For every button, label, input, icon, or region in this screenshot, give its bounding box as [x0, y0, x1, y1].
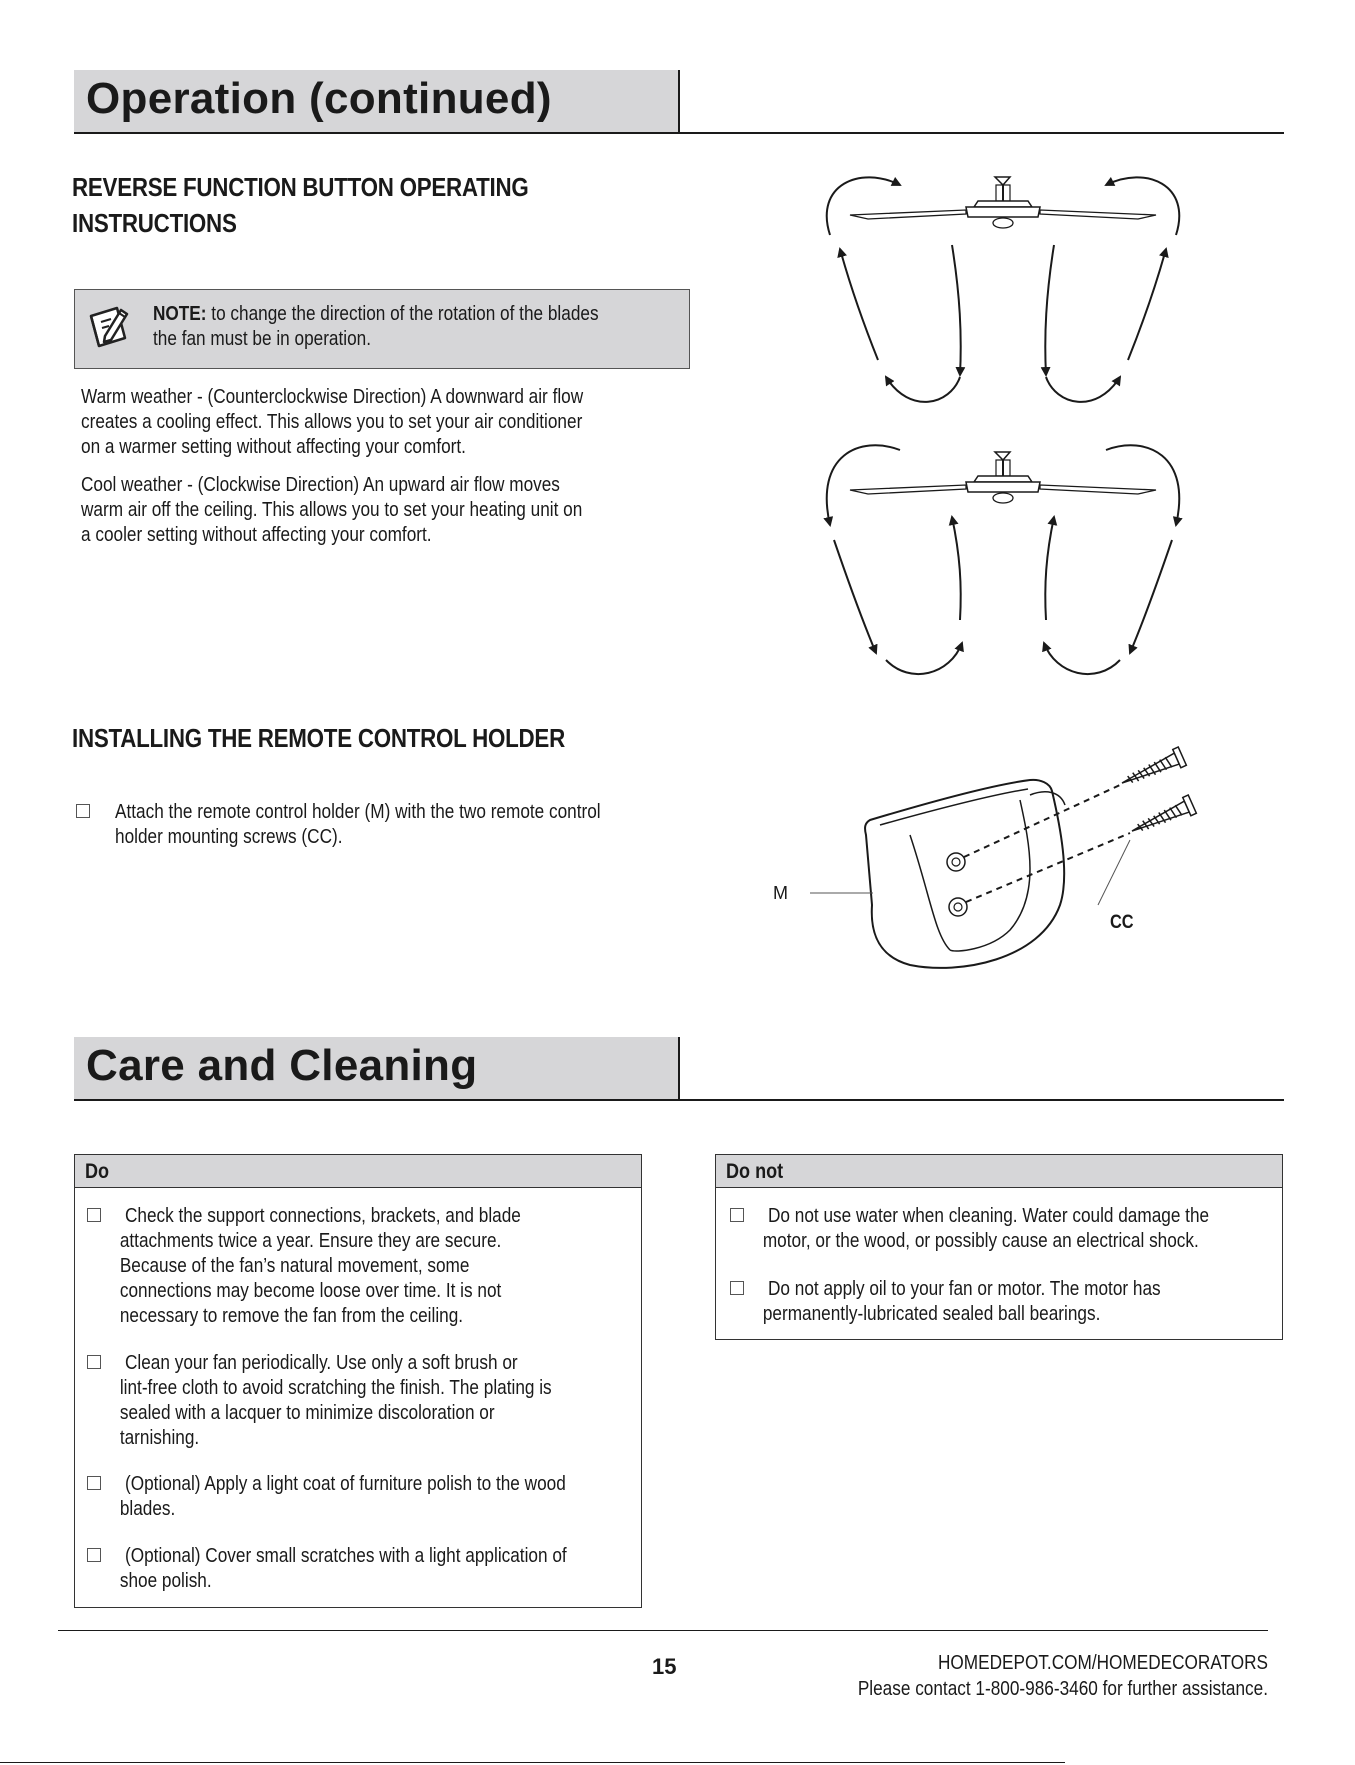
care-section-header	[74, 1037, 680, 1099]
do-item-line: attachments twice a year. Ensure they are secure.	[119, 1230, 502, 1252]
do-table	[74, 1154, 642, 1608]
donot-checkbox	[730, 1281, 744, 1295]
do-item-line: blades.	[119, 1498, 176, 1520]
remote-step-line: holder mounting screws (CC).	[115, 826, 343, 848]
do-table-header	[75, 1155, 641, 1188]
reverse-title-line: REVERSE FUNCTION BUTTON OPERATING	[72, 172, 529, 202]
remote-holder-title: INSTALLING THE REMOTE CONTROL HOLDER	[72, 723, 565, 753]
remote-step-line: Attach the remote control holder (M) with the two remote control	[115, 801, 601, 823]
operation-header-title: Operation (continued)	[86, 74, 552, 123]
donot-item-line: motor, or the wood, or possibly cause an electrical shock.	[762, 1230, 1199, 1252]
care-header-title: Care and Cleaning	[86, 1041, 478, 1090]
warm-weather-paragraph	[81, 385, 583, 460]
do-item-line: sealed with a lacquer to minimize discoloration or	[119, 1402, 495, 1424]
cool-line: a cooler setting without affecting your comfort.	[81, 524, 432, 546]
label-cc: CC	[1110, 912, 1134, 933]
note-box	[74, 289, 690, 369]
do-checkbox	[87, 1548, 101, 1562]
reverse-title-line: INSTRUCTIONS	[72, 208, 237, 238]
do-item-line: lint-free cloth to avoid scratching the finish. The plating is	[119, 1377, 552, 1399]
do-item-line: Because of the fan’s natural movement, some	[119, 1255, 470, 1277]
cool-weather-paragraph	[81, 473, 582, 548]
donot-item-line: permanently-lubricated sealed ball bearings.	[762, 1303, 1101, 1325]
step-checkbox	[76, 804, 90, 818]
do-item-line: tarnishing.	[119, 1427, 200, 1449]
warm-line: Warm weather - (Counterclockwise Direction) A downward air flow	[81, 386, 584, 408]
donot-checkbox	[730, 1208, 744, 1222]
donot-item-line: Do not apply oil to your fan or motor. The motor has	[768, 1278, 1161, 1300]
page-bottom-rule	[0, 1762, 1065, 1763]
reverse-function-title	[72, 169, 529, 241]
do-item-line: Check the support connections, brackets, and blade	[125, 1205, 521, 1227]
do-item-line: shoe polish.	[119, 1570, 212, 1592]
do-item-line: Clean your fan periodically. Use only a soft brush or	[125, 1352, 518, 1374]
do-item-line: (Optional) Apply a light coat of furniture polish to the wood	[125, 1473, 566, 1495]
do-checkbox	[87, 1355, 101, 1369]
warm-line: creates a cooling effect. This allows you to set your air conditioner	[81, 411, 583, 433]
do-checkbox	[87, 1208, 101, 1222]
do-item-line: necessary to remove the fan from the ceiling.	[119, 1305, 464, 1327]
warm-line: on a warmer setting without affecting your comfort.	[81, 436, 466, 458]
page-number: 15	[652, 1654, 677, 1679]
label-m: M	[773, 883, 788, 903]
note-text-line: the fan must be in operation.	[153, 328, 372, 350]
screw-upper	[1118, 747, 1186, 792]
fan-clockwise	[827, 445, 1180, 674]
note-pencil-icon	[87, 302, 131, 354]
note-label: NOTE:	[153, 303, 207, 325]
note-text	[153, 302, 599, 352]
footer-contact: Please contact 1-800-986-3460 for further assistance.	[857, 1678, 1268, 1700]
fan-airflow-diagram	[800, 155, 1200, 685]
donot-title: Do not	[726, 1160, 784, 1183]
screw-lower	[1128, 795, 1196, 840]
do-item-line: (Optional) Cover small scratches with a light application of	[125, 1545, 567, 1567]
care-header-rule	[74, 1099, 1284, 1101]
footer-website: HOMEDEPOT.COM/HOMEDECORATORS	[937, 1652, 1268, 1674]
donot-table	[715, 1154, 1283, 1340]
donot-item-line: Do not use water when cleaning. Water could damage the	[768, 1205, 1210, 1227]
do-checkbox	[87, 1476, 101, 1490]
fan-counterclockwise	[827, 177, 1180, 402]
operation-section-header	[74, 70, 680, 132]
remote-holder-diagram	[760, 745, 1220, 985]
cool-line: Cool weather - (Clockwise Direction) An upward air flow moves	[81, 474, 560, 496]
donot-table-header	[716, 1155, 1282, 1188]
footer-contact-block	[762, 1650, 1268, 1702]
footer-rule	[58, 1630, 1268, 1631]
operation-header-rule	[74, 132, 1284, 134]
do-title: Do	[85, 1160, 110, 1183]
do-item-line: connections may become loose over time. It is not	[119, 1280, 502, 1302]
note-text-line: to change the direction of the rotation of the blades	[206, 303, 599, 325]
cool-line: warm air off the ceiling. This allows you to set your heating unit on	[81, 499, 583, 521]
